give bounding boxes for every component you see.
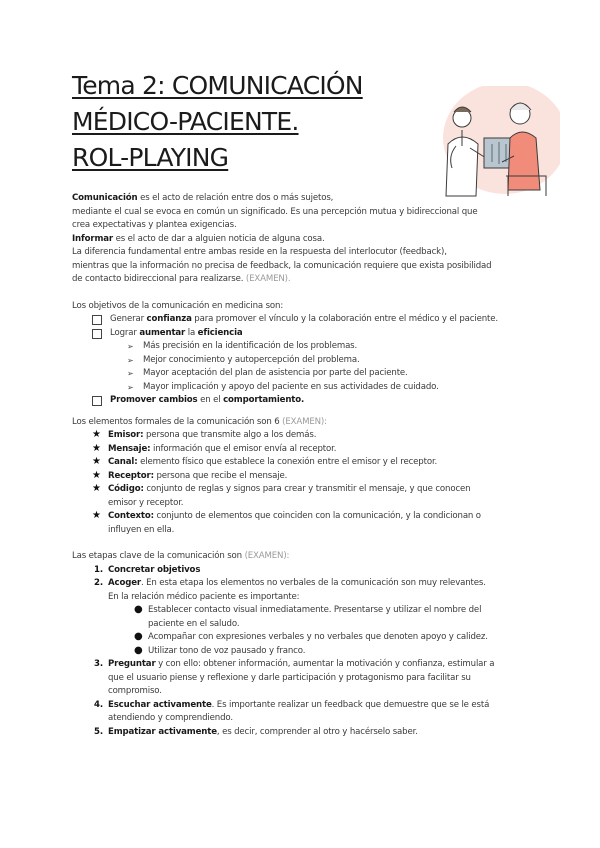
- text: , es decir, comprender al otro y hacérselo saber.: [216, 726, 418, 737]
- text: compromiso.: [108, 686, 162, 696]
- bold-term: eficiencia: [197, 327, 243, 338]
- text: es el acto de dar a alguien noticia de alguna cosa.: [113, 233, 325, 244]
- bold-term: aumentar: [139, 327, 186, 338]
- step-number: 3.: [94, 659, 103, 669]
- bold-term: Acoger: [108, 578, 141, 588]
- checkbox-icon: [92, 315, 102, 325]
- text: persona que recibe el mensaje.: [153, 470, 288, 481]
- elementos-heading: [72, 416, 532, 430]
- arrow-icon: ➢: [127, 355, 134, 365]
- bullet-item: [72, 604, 532, 631]
- bold-term: confianza: [146, 314, 192, 324]
- sub-item: [72, 381, 532, 395]
- text: atendiendo y comprendiendo.: [108, 713, 233, 723]
- objetivo-item: [72, 313, 532, 327]
- text: mediante el cual se evoca en común un significado. Es una percepción mutua y bidireccional que: [72, 206, 478, 217]
- text: [108, 699, 489, 726]
- text: La diferencia fundamental entre ambas reside en la respuesta del interlocutor (feedback),: [72, 247, 447, 257]
- title-line-3: ROL-PLAYING: [72, 143, 229, 172]
- etapa-item: [72, 699, 532, 726]
- title-line-2: MÉDICO-PACIENTE.: [72, 107, 299, 136]
- text: mientras que la información no precisa de feedback, la comunicación requiere que exista posibilidad: [72, 260, 492, 271]
- bold-term: Preguntar: [108, 659, 156, 669]
- sub-item: [72, 367, 532, 381]
- arrow-icon: ➢: [127, 342, 134, 351]
- text: Establecer contacto visual inmediatamente. Presentarse y utilizar el nombre del: [148, 605, 482, 615]
- sub-item: [72, 354, 532, 368]
- arrow-icon: ➢: [127, 369, 134, 378]
- bold-term: comportamiento.: [223, 395, 305, 405]
- arrow-icon: ➢: [127, 382, 134, 392]
- text: En la relación médico paciente es importante:: [108, 591, 300, 602]
- title-line-1: Tema 2: COMUNICACIÓN: [72, 71, 363, 100]
- text: [108, 443, 336, 457]
- term-comunicacion: Comunicación: [72, 193, 138, 203]
- text: y con ello: obtener información, aumentar la motivación y confianza, estimular a: [155, 659, 495, 669]
- etapas-heading: [72, 550, 532, 564]
- intro-paragraph: [72, 192, 532, 287]
- text: Acompañar con expresiones verbales y no verbales que denoten apoyo y calidez.: [148, 632, 488, 642]
- bold-term: Escuchar activamente: [108, 699, 212, 710]
- text: elemento físico que establece la conexión entre el emisor y el receptor.: [137, 457, 438, 467]
- bold-term: Empatizar activamente: [108, 726, 217, 737]
- elemento-item: [72, 443, 532, 457]
- text: para promover el vínculo y la colaboración entre el médico y el paciente.: [191, 314, 498, 324]
- text: [108, 470, 287, 484]
- star-icon: ★: [92, 483, 101, 494]
- text: Los elementos formales de la comunicación son 6: [72, 416, 283, 427]
- star-icon: ★: [92, 429, 101, 440]
- star-icon: ★: [92, 510, 101, 521]
- text: Mayor aceptación del plan de asistencia por parte del paciente.: [143, 368, 408, 378]
- text: . En esta etapa los elementos no verbales de la comunicación son muy relevantes.: [140, 578, 486, 588]
- text: paciente en el saludo.: [148, 618, 240, 629]
- text: . Es importante realizar un feedback que demuestre que se le está: [211, 699, 490, 710]
- page-title: [72, 68, 363, 176]
- objetivo-item: [72, 327, 532, 341]
- step-number: 4.: [94, 699, 103, 710]
- objetivo-item: [72, 394, 532, 408]
- text: de contacto bidireccional para realizarse.: [72, 274, 246, 284]
- step-number: 1.: [94, 564, 103, 575]
- text: [108, 726, 418, 740]
- sub-item: [72, 340, 532, 354]
- examen-tag: (EXAMEN):: [282, 416, 327, 427]
- bold-term: Mensaje:: [108, 443, 151, 454]
- text: conjunto de elementos que coinciden con la comunicación, y la condicionan o: [153, 511, 481, 521]
- document-body: [72, 192, 532, 739]
- text: Mayor implicación y apoyo del paciente en sus actividades de cuidado.: [143, 381, 439, 392]
- text: Más precisión en la identificación de los problemas.: [143, 341, 358, 351]
- text: Las etapas clave de la comunicación son: [72, 551, 245, 561]
- star-icon: ★: [92, 456, 101, 467]
- text: emisor y receptor.: [108, 497, 184, 508]
- elemento-item: [72, 483, 532, 510]
- checkbox-icon: [92, 329, 102, 339]
- bullet-item: [72, 631, 532, 645]
- text: es el acto de relación entre dos o más sujetos,: [137, 193, 334, 203]
- bullet-item: [72, 645, 532, 659]
- examen-tag: (EXAMEN).: [245, 274, 291, 284]
- etapa-item: [72, 564, 532, 578]
- text: [108, 429, 316, 443]
- text: [110, 313, 498, 327]
- elemento-item: [72, 510, 532, 537]
- bold-term: Promover cambios: [110, 395, 198, 405]
- star-icon: ★: [92, 469, 101, 481]
- step-number: 5.: [94, 726, 103, 737]
- etapa-item: [72, 577, 532, 604]
- text: que el usuario piense y reflexione y darle participación y protagonismo para facilitar su: [108, 672, 471, 683]
- etapa-item: [72, 658, 532, 699]
- elemento-item: [72, 456, 532, 470]
- etapa-item: [72, 726, 532, 740]
- text: Generar: [110, 314, 147, 324]
- text: conjunto de reglas y signos para crear y transmitir el mensaje, y que conocen: [143, 484, 471, 494]
- text: [110, 327, 243, 341]
- text: Lograr: [110, 327, 140, 338]
- checkbox-icon: [92, 396, 102, 406]
- text: en el: [197, 395, 224, 405]
- examen-tag: (EXAMEN):: [244, 551, 290, 561]
- bullet-icon: ●: [134, 604, 143, 615]
- text: Utilizar tono de voz pausado y franco.: [148, 645, 306, 656]
- text: crea expectativas y plantea exigencias.: [72, 220, 237, 230]
- text: influyen en ella.: [108, 524, 175, 535]
- text: persona que transmite algo a los demás.: [143, 430, 317, 440]
- text: [108, 577, 486, 604]
- bold-term: Contexto:: [108, 511, 154, 521]
- text: [108, 510, 481, 537]
- text: Mejor conocimiento y autopercepción del problema.: [143, 354, 360, 365]
- text: [108, 483, 470, 510]
- bold-term: Emisor:: [108, 430, 144, 440]
- step-number: 2.: [94, 578, 103, 588]
- text: [148, 604, 481, 631]
- bullet-icon: ●: [134, 631, 143, 642]
- bold-term: Receptor:: [108, 470, 154, 481]
- text: información que el emisor envía al receptor.: [150, 443, 337, 454]
- bullet-icon: ●: [134, 644, 143, 656]
- elemento-item: [72, 429, 532, 443]
- bold-term: Canal:: [108, 457, 138, 467]
- star-icon: ★: [92, 442, 101, 454]
- objetivos-heading: Los objetivos de la comunicación en medicina son:: [72, 300, 284, 311]
- term-informar: Informar: [72, 233, 113, 244]
- doctor-patient-illustration: [410, 86, 560, 198]
- text: [108, 456, 437, 470]
- bold-term: Concretar objetivos: [108, 564, 201, 575]
- text: [110, 394, 304, 408]
- elemento-item: [72, 470, 532, 484]
- bold-term: Código:: [108, 484, 144, 494]
- text: la: [185, 327, 198, 338]
- text: [108, 658, 494, 699]
